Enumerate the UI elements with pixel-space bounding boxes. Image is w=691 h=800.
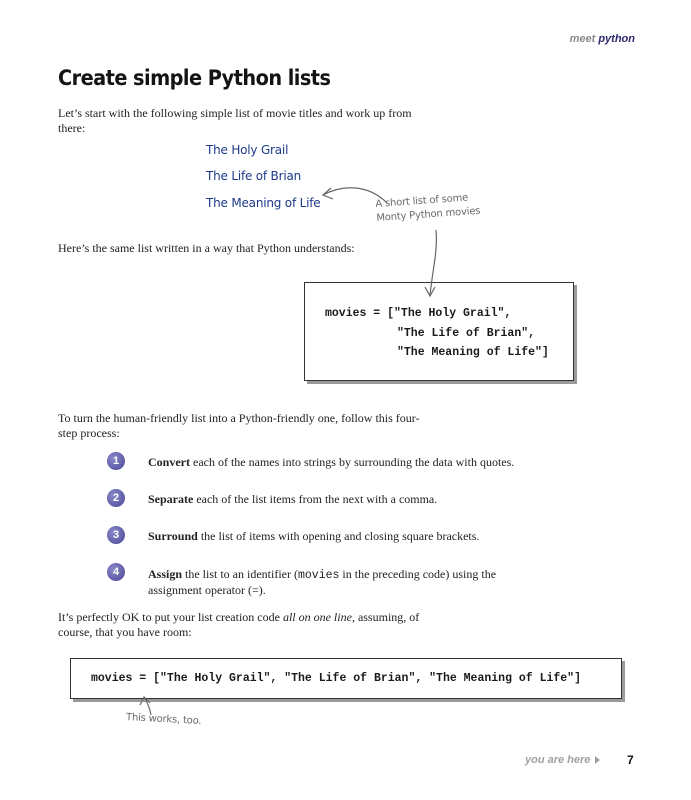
step-4-keyword: Assign [148, 567, 183, 581]
arrow-to-code-box [430, 230, 436, 296]
running-head-section: meet [569, 33, 596, 45]
code-oneline: movies = ["The Holy Grail", "The Life of Brian", "The Meaning of Life"] [91, 672, 581, 685]
one-line-text-b: , assuming, of course, that you have room: [58, 610, 420, 639]
step-2-description: each of the list items from the next with a comma. [193, 492, 438, 506]
step-number-2: 2 [107, 489, 125, 507]
code-line-2: "The Life of Brian", [397, 327, 536, 340]
code-line-3: "The Meaning of Life"] [397, 346, 549, 359]
step-4-description-a: the list to an identifier ( [182, 567, 298, 581]
one-line-emphasis: all on one line [282, 610, 352, 624]
movie-title-1: The Holy Grail [206, 143, 289, 157]
annotation-works-too: This works, too. [125, 712, 202, 727]
step-number-1: 1 [107, 452, 125, 470]
same-list-paragraph: Here’s the same list written in a way that Python understands: [58, 241, 355, 255]
process-paragraph: To turn the human-friendly list into a Python-friendly one, follow this four-step process: [58, 411, 420, 440]
one-line-text-a: It’s perfectly OK to put your list creation code [58, 610, 283, 624]
step-3-keyword: Surround [148, 529, 198, 543]
intro-paragraph: Let’s start with the following simple list of movie titles and work up from there: [58, 106, 412, 135]
page-title: Create simple Python lists [58, 66, 331, 90]
step-1-description: each of the names into strings by surrounding the data with quotes. [190, 455, 515, 469]
you-are-here-arrow-icon [595, 756, 600, 764]
arrow-to-oneline-code-head [140, 697, 150, 705]
arrow-to-movie-list-head [323, 188, 333, 199]
running-head-chapter: python [598, 33, 635, 45]
movie-title-2: The Life of Brian [206, 169, 302, 183]
step-number-3: 3 [107, 526, 125, 544]
page-number: 7 [627, 753, 634, 767]
step-4-code: movies [297, 569, 340, 582]
step-number-4: 4 [107, 563, 125, 581]
movie-title-3: The Meaning of Life [206, 196, 321, 210]
you-are-here-label: you are here [525, 754, 591, 766]
arrow-to-movie-list [323, 188, 387, 203]
step-2-keyword: Separate [148, 492, 194, 506]
step-1-keyword: Convert [148, 455, 190, 469]
code-line-1: movies = ["The Holy Grail", [325, 307, 512, 320]
step-4-description-b: in the preceding code) using the assignment operator (=). [148, 567, 497, 597]
step-3-description: the list of items with opening and closing square brackets. [197, 529, 480, 543]
annotation-short-list: A short list of some Monty Python movies [375, 192, 481, 224]
